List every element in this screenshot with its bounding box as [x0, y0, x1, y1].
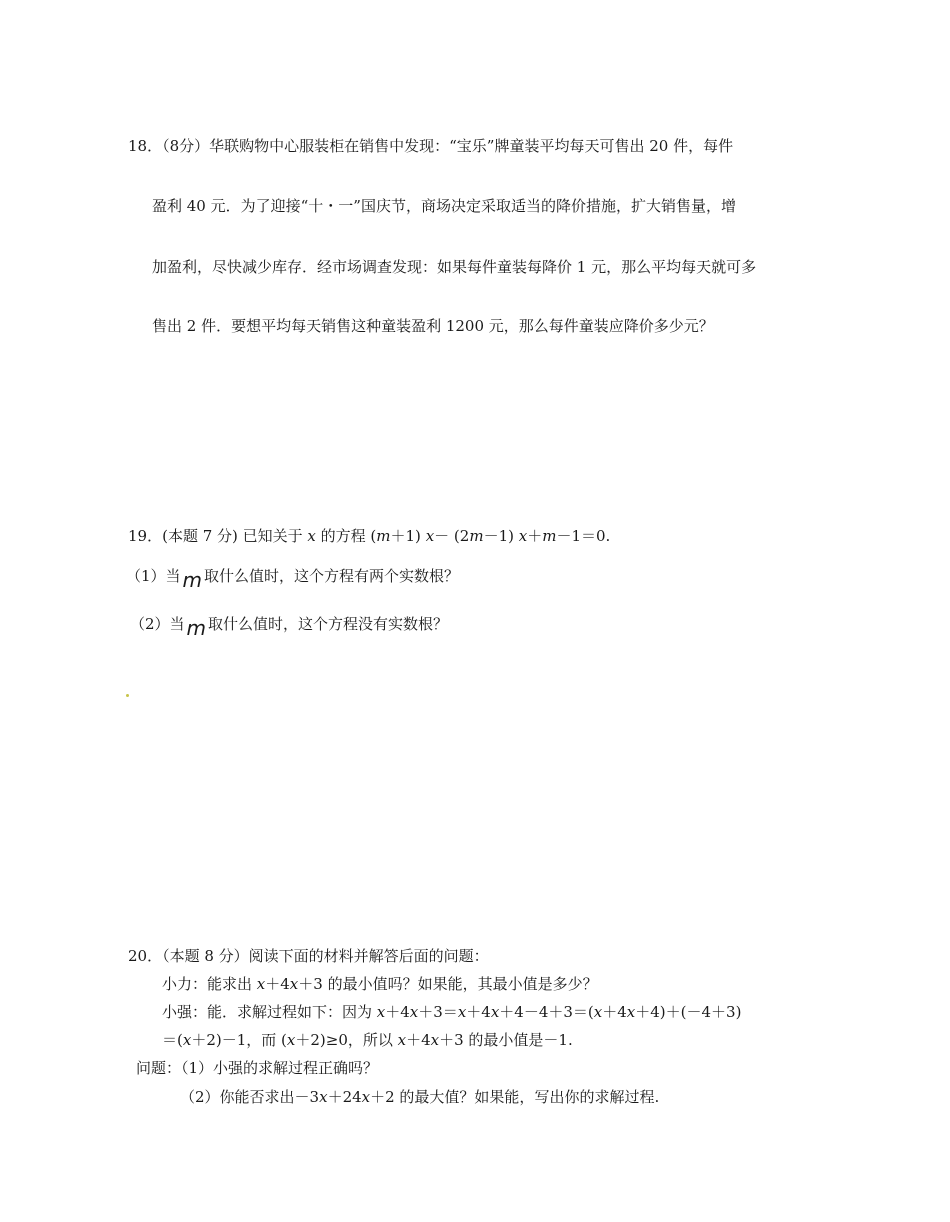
- q18-line-1: 18．（8分）华联购物中心服装柜在销售中发现：“宝乐”牌童装平均每天可售出 20 件，每件: [128, 137, 734, 155]
- q19-part-1: （1）当 m 取什么值时，这个方程有两个实数根？: [126, 567, 460, 592]
- q19-stem: 19．(本题 7 分) 已知关于 x 的方程 (m＋1) x－ (2m－1) x＋m－1＝0.: [128, 527, 611, 545]
- q19-part-2: （2）当 m 取什么值时，这个方程没有实数根？: [130, 615, 449, 640]
- q18-line-2: 盈利 40 元．为了迎接“十・一”国庆节，商场决定采取适当的降价措施，扩大销售量，增: [152, 197, 736, 215]
- q18-line-3: 加盈利，尽快减少库存．经市场调查发现：如果每件童装每降价 1 元，那么平均每天就可多: [152, 258, 757, 276]
- q20-xiaoqiang: 小强：能．求解过程如下：因为 x＋4x＋3＝x＋4x＋4－4＋3＝(x＋4x＋4)＋(－4＋3): [162, 1003, 742, 1021]
- q20-stem: 20．（本题 8 分）阅读下面的材料并解答后面的问题：: [128, 947, 489, 965]
- scan-speck: [126, 694, 129, 697]
- q20-xiaoli: 小力：能求出 x＋4x＋3 的最小值吗？如果能，其最小值是多少？: [162, 975, 598, 993]
- q20-question-2: （2）你能否求出－3x＋24x＋2 的最大值？如果能，写出你的求解过程.: [180, 1088, 660, 1106]
- q20-solution-line: ＝(x＋2)－1，而 (x＋2)≥0，所以 x＋4x＋3 的最小值是－1.: [162, 1031, 573, 1049]
- q18-line-4: 售出 2 件．要想平均每天销售这种童装盈利 1200 元，那么每件童装应降价多少元？: [152, 317, 714, 335]
- q20-question-1: 问题：（1）小强的求解过程正确吗？: [136, 1059, 379, 1077]
